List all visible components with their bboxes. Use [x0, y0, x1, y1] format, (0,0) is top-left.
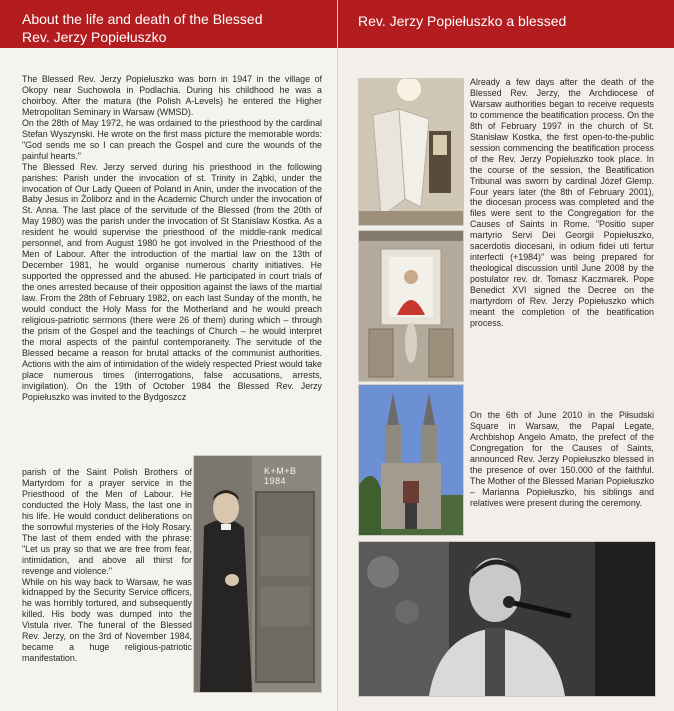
- priest-photo-drawing: [194, 456, 321, 692]
- paragraph-ordination: On the 28th of May 1972, he was ordained to the priesthood by the cardinal Stefan Wyszynski. He wrote on the first mass picture the memorable words: "God sends me so I can preach the Gospel and cure the wounds of the painful hearts.": [22, 117, 322, 161]
- left-title: About the life and death of the Blessed Rev. Jerzy Popiełuszko: [22, 11, 263, 45]
- paragraph-death: While on his way back to Warsaw, he was kidnapped by the Security Service officers, he was horribly tortured, and subsequently killed. His body was dumped into the Vistula river. The funeral of the Blessed Rev. Jerzy, on the 3rd of November 1984, became a huge religious-patriotic manifestation.: [22, 576, 192, 664]
- shroud-photo: [358, 78, 464, 226]
- facade-photo-drawing: [359, 231, 463, 381]
- left-side-text: [22, 467, 192, 664]
- right-top-text: [470, 77, 654, 329]
- paragraph-service: The Blessed Rev. Jerzy served during his priesthood in the following parishes: Parish under the invocation of st. Trinity in Ząbki, under the invocation of Our Lady Queen of Poland in Anin, under the invocation of the Baby Jesus in Żoliborz and in the Academic Church under the invocation of St. Anna. The last place of the servitude of the Blessed (from the 20th of May 1980) was the parish under the invocation of St Stanislaw Kostka. As a resident he would supervise the priesthood of the middle-rank medical personnel, and from August 1980 he got involved in the Priesthood of the Men of Labour. After the introduction of the martial law on the 13th of December 1981, he would organise numerous charity initiatives. He supported the oppressed and the abused. He participated in court trials of the ones arrested because of their opposition against the laws of the martial law. From the 28th of February 1982, on each last Sunday of the month, he would conduct the Holy Mass for the Motherland and he would preach religious-patriotic sermons (there were 26 of them) during which – through the prism of the Gospel and the teachings of Church – he would interpret the moral aspects of the painful contemporaneity. The servitude of the Blessed became a reason for brutal attacks of the communist authorities. Actions with the aim of intimidation of the widely respected Priest would take place numerous times (interrogations, false accusations, arrests, invigilation). On the 19th of October 1984 the Blessed Rev. Jerzy Popiełuszko was invited to the Bydgoszcz: [22, 161, 322, 402]
- paragraph-birth: The Blessed Rev. Jerzy Popiełuszko was born in 1947 in the village of Okopy near Suchowola in Podlachia. During his childhood he was a choirboy. After the matura (the Polish A-Levels) he entered the Higher Metropolitan Seminary in Warsaw (WMSD).: [22, 74, 322, 117]
- paragraph-last-mass: parish of the Saint Polish Brothers of Martyrdom for a prayer service in the Priesthood of the Men of Labour. He conducted the Holy Mass, the last one in his life. He would conduct deliberations on the sorrowful mysteries of the Holy Rosary. The last of them ended with the phrase: "Let us pray so that we are free from fear, intimidation, and above all thirst for revenge and violence.": [22, 467, 192, 576]
- right-header-bar: [338, 0, 674, 48]
- shroud-photo-drawing: [359, 79, 463, 225]
- left-main-text: [22, 74, 322, 403]
- priest-photo: [193, 455, 322, 693]
- door-inscription: K+M+B 1984: [264, 466, 297, 486]
- right-title: Rev. Jerzy Popiełuszko a blessed: [358, 13, 567, 29]
- left-header-bar: [0, 0, 337, 48]
- right-mid-text: [470, 410, 654, 509]
- church-photo-drawing: [359, 385, 463, 535]
- mass-photo: [358, 541, 656, 697]
- mass-photo-drawing: [359, 542, 655, 696]
- paragraph-beatification: Already a few days after the death of the Blessed Rev. Jerzy, the Archdiocese of Warsaw authorities began to receive requests to commence the beatification process. On the 8th of February 1997 in the church of St. Stanisław Kostka, the first open-to-the-public session commencing the beatification process of the Rev. Jerzy Popiełuszko took place. In the course of the session, the Beatification Tribunal was sworn by cardinal Józef Glemp. Four years later (the 8th of February 2001), the diocesan process was completed and the files were sent to the Congregation for the Causes of Saints in Rome. "Positio super martyrio Servi Dei Georgii Popiełuszko, sacerdotis diocesani, in odium fidei uti fertur interfecti (+1984)" was being prepared for theological discussion until June 2008 by the postulator rev. dr. Tomasz Kaczmarek. Pope Benedict XVI signed the Decree on the martyrdom of Rev. Jerzy Popiełuszko which meant the completion of the beatification process.: [470, 77, 654, 328]
- paragraph-ceremony: On the 6th of June 2010 in the Piłsudski Square in Warsaw, the Papal Legate, Archbishop Angelo Amato, the prefect of the Congregation for the Causes of Saints, announced Rev. Jerzy Popiełuszko blessed in the presence of over 150.000 of the faithful. The Mother of the Blessed Marian Popiełuszko – Marianna Popiełuszko, his siblings and relatives were present during the ceremony.: [470, 410, 655, 508]
- church-photo: [358, 384, 464, 536]
- facade-photo: [358, 230, 464, 382]
